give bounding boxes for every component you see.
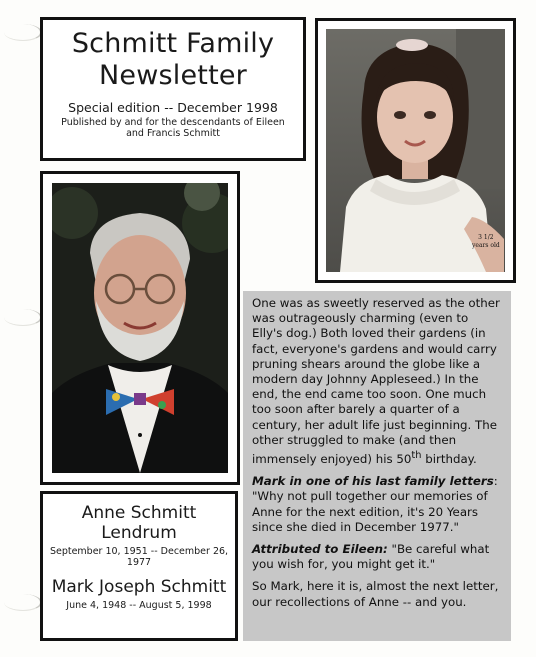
eileen-quote xyxy=(252,542,502,572)
girl-photo-caption xyxy=(472,234,500,250)
edition-line: Special edition -- December 1998 xyxy=(68,100,278,115)
girl-age-caption-unit: years old xyxy=(472,242,500,249)
mark-quote-text: : "Why not pull together our memories of Anne for the next edition, it's 20 Years since she died in December 1977." xyxy=(252,474,498,534)
girl-photo xyxy=(326,29,505,272)
newsletter-masthead xyxy=(40,17,306,161)
mark-name: Mark Joseph Schmitt xyxy=(51,577,227,597)
article-paragraph-1: One was as sweetly reserved as the other was outrageously charming (even to Elly's dog.) Both loved their gardens (in fact, everyone's gardens and would carry pruning shears around the globe like a modern day Johnny Appleseed.) In the end, the end came too soon. One much too soon after barely a quarter of a century, her adult life just beginning. The other struggled to make (and then immensely enjoyed) his 50th birthday. xyxy=(252,296,500,466)
man-portrait-illustration xyxy=(52,183,228,473)
girl-photo-frame xyxy=(315,18,516,283)
girl-age-caption: 3 1/2 xyxy=(478,234,494,241)
article-text-panel xyxy=(243,291,511,641)
eileen-quote-label: Attributed to Eileen: xyxy=(252,541,388,556)
anne-name: Anne Schmitt Lendrum xyxy=(81,503,197,543)
mark-quote xyxy=(252,474,502,535)
binder-hole-bottom xyxy=(4,594,42,611)
man-photo xyxy=(52,183,228,473)
published-by-line: Published by and for the descendants of Eileen and Francis Schmitt xyxy=(61,117,285,139)
mark-dates: June 4, 1948 -- August 5, 1998 xyxy=(66,600,212,611)
closing-paragraph: So Mark, here it is, almost the next letter, our recollections of Anne -- and you. xyxy=(252,579,499,609)
newsletter-title-line2: Newsletter xyxy=(99,60,247,91)
newsletter-title-line1: Schmitt Family xyxy=(71,28,275,59)
anne-dates: September 10, 1951 -- December 26, 1977 xyxy=(49,546,229,568)
mark-quote-label: Mark in one of his last family letters xyxy=(252,474,494,489)
man-photo-frame xyxy=(40,171,240,485)
eileen-quote-text: "Be careful what you wish for, you might get it." xyxy=(252,541,490,572)
binder-hole-top xyxy=(4,24,42,41)
binder-hole-middle xyxy=(4,309,42,326)
memorial-names-box xyxy=(40,491,238,641)
